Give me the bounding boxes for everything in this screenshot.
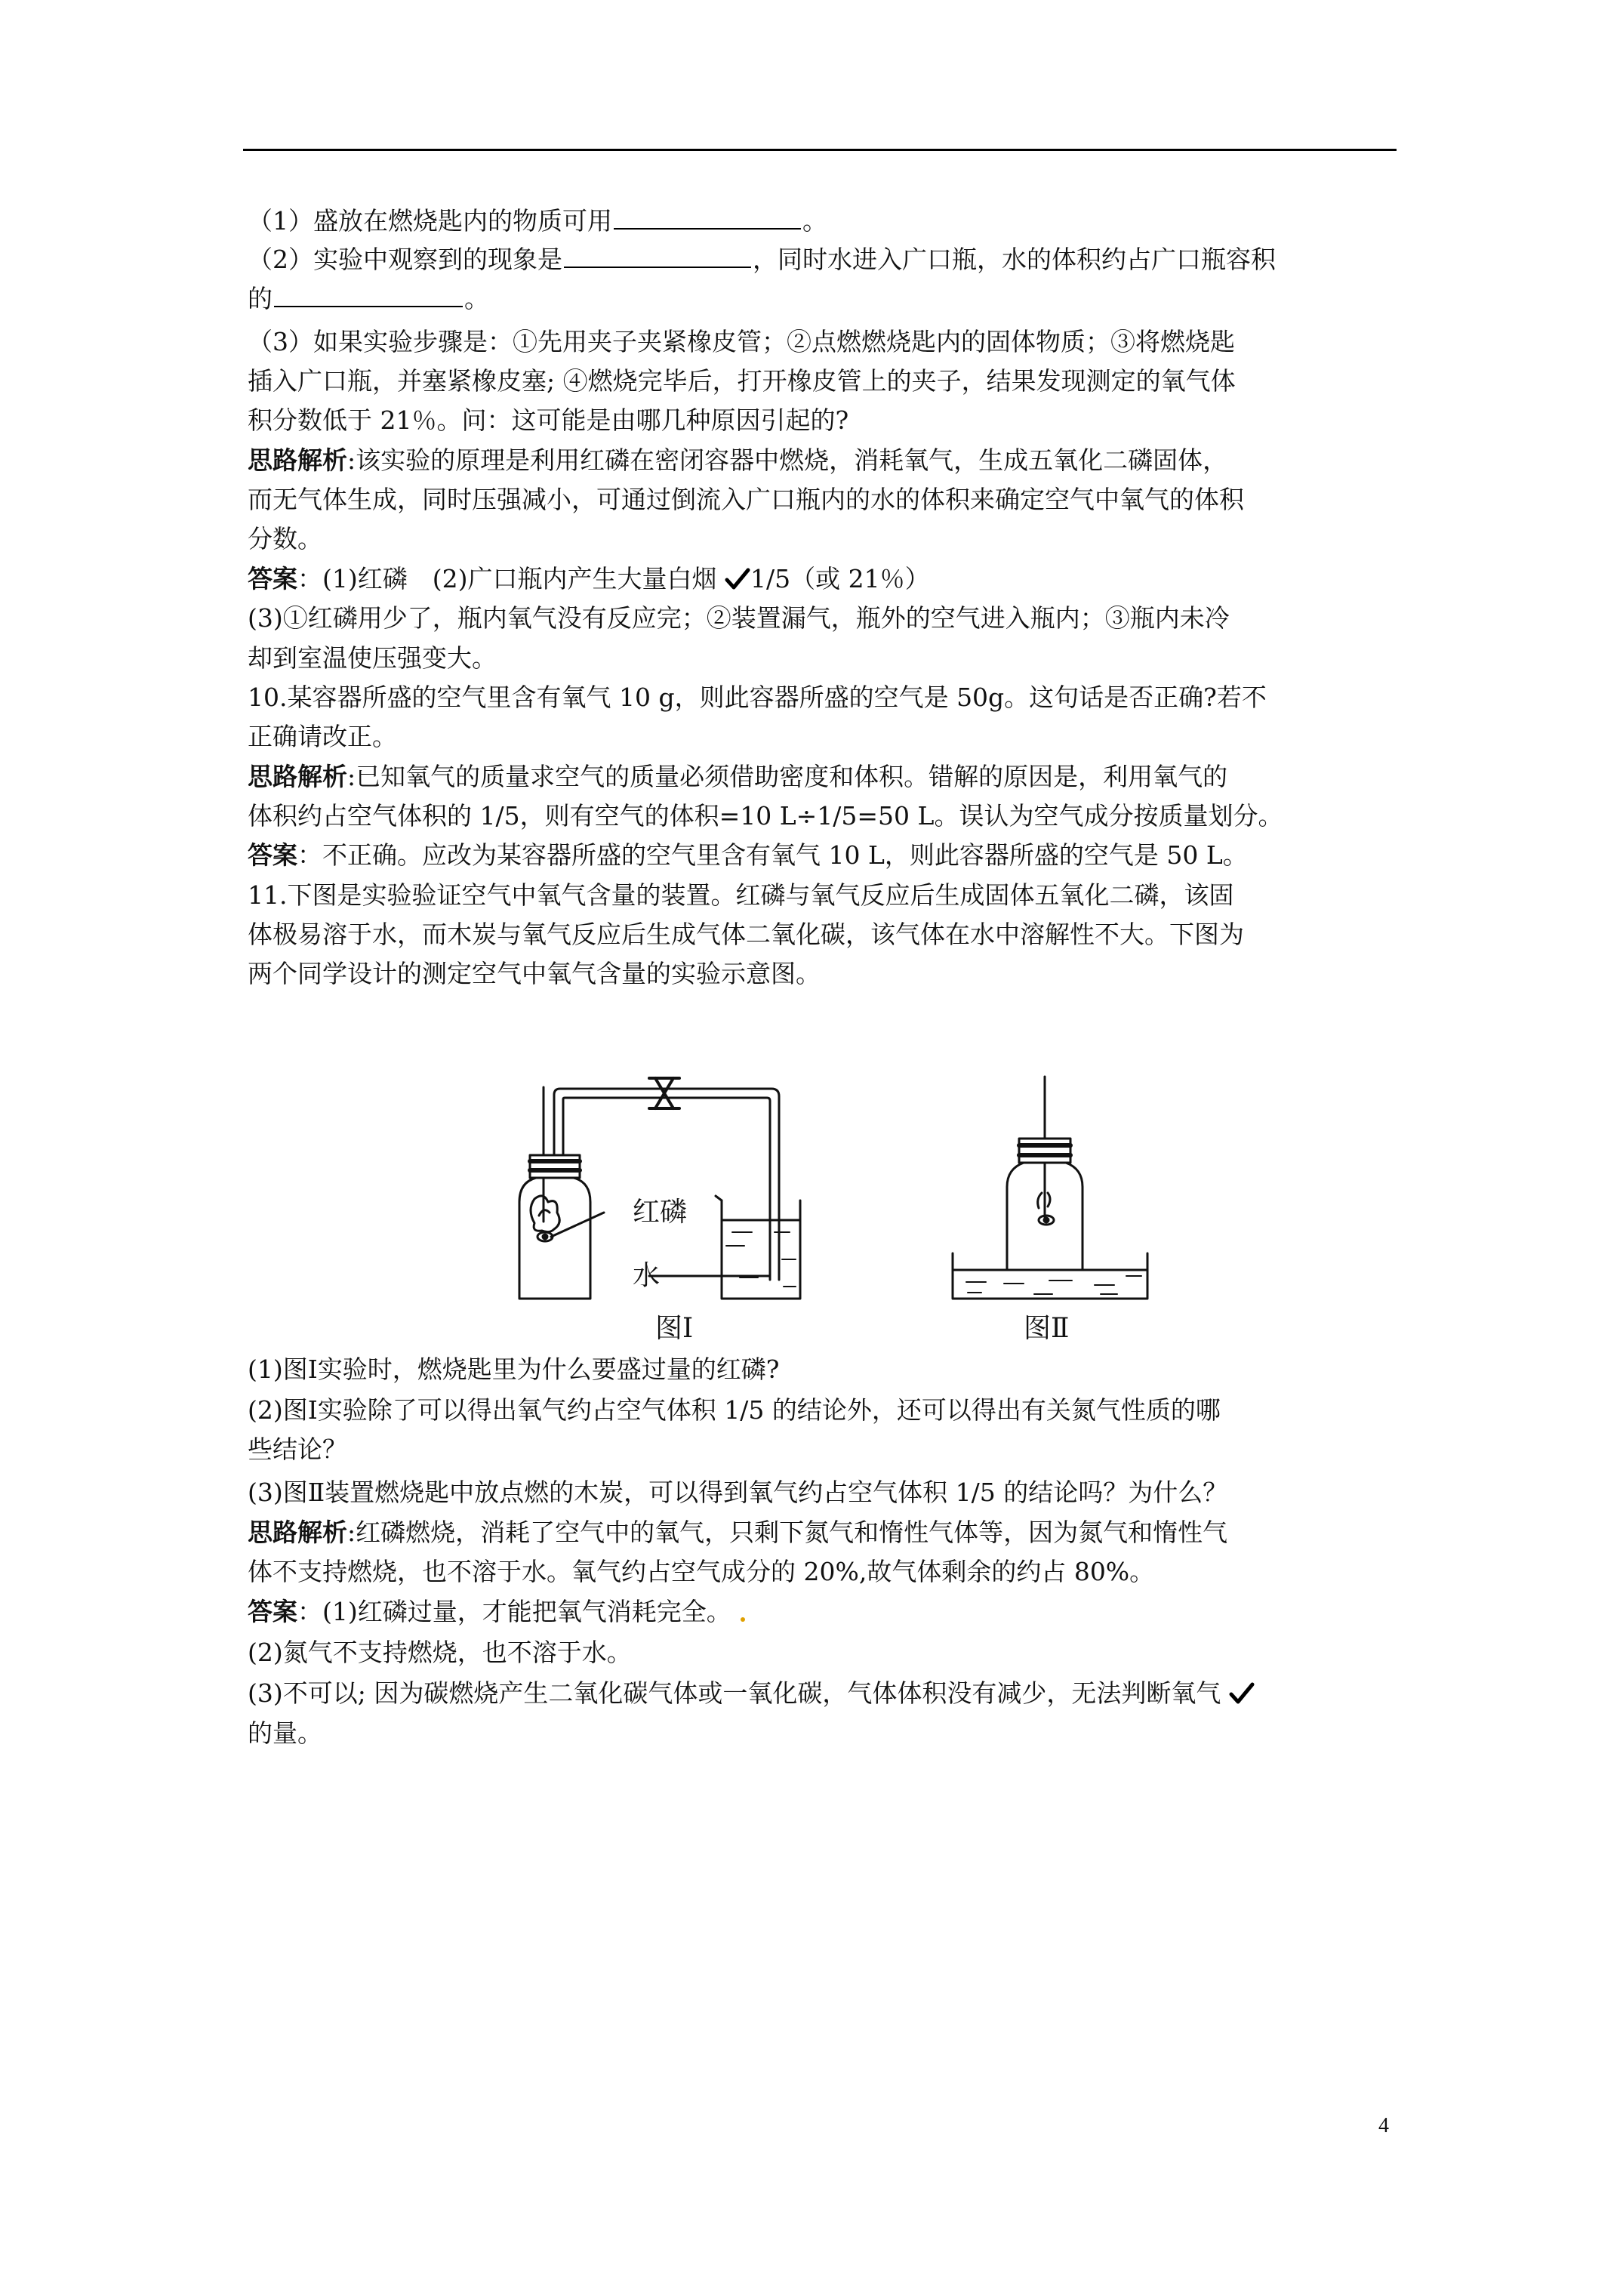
analysis-line: 思路解析:红磷燃烧，消耗了空气中的氧气，只剩下氮气和惰性气体等，因为氮气和惰性气	[248, 1518, 1228, 1547]
apparatus-diagram	[491, 1072, 1170, 1344]
text-line: (2)氮气不支持燃烧，也不溶于水。	[248, 1638, 632, 1667]
question-11-part-1: (1)图Ⅰ实验时，燃烧匙里为什么要盛过量的红磷?	[248, 1354, 780, 1384]
question-11-part-3: (3)图Ⅱ装置燃烧匙中放点燃的木炭，可以得到氧气约占空气体积 1/5 的结论吗？为什么？	[248, 1478, 1228, 1507]
text-line: (3)①红磷用少了，瓶内氧气没有反应完；②装置漏气，瓶外的空气进入瓶内；③瓶内未冷	[248, 603, 1230, 633]
answer-blank	[274, 283, 463, 307]
header-rule	[243, 149, 1397, 151]
text-line: 体极易溶于水，而木炭与氧气反应后生成气体二氧化碳，该气体在水中溶解性不大。下图为	[248, 920, 1244, 949]
figure-2-bottle	[1007, 1077, 1083, 1270]
question-part-3: （3）如果实验步骤是：①先用夹子夹紧橡皮管；②点燃燃烧匙内的固体物质；③将燃烧匙	[248, 327, 1235, 356]
figure-2-trough	[953, 1253, 1147, 1299]
red-phosphorus-label: 红磷	[633, 1197, 688, 1228]
analysis-line: 思路解析:该实验的原理是利用红磷在密闭容器中燃烧，消耗氧气，生成五氧化二磷固体，	[248, 445, 1228, 475]
answer-line: 答案：(1)红磷 (2)广口瓶内产生大量白烟 1/5（或 21％）	[248, 564, 930, 593]
text-line: 正确请改正。	[248, 722, 397, 751]
answer-line: 答案：不正确。应改为某容器所盛的空气里含有氧气 10 L，则此容器所盛的空气是 50 L。	[248, 840, 1248, 870]
text-line: 的量。	[248, 1718, 322, 1748]
text-line: 插入广口瓶，并塞紧橡皮塞; ④燃烧完毕后，打开橡皮管上的夹子，结果发现测定的氧气体	[248, 366, 1236, 396]
question-11: 11.下图是实验验证空气中氧气含量的装置。红磷与氧气反应后生成固体五氧化二磷，该固	[248, 880, 1234, 910]
text-line: 体不支持燃烧，也不溶于水。氧气约占空气成分的 20%,故气体剩余的约占 80%。	[248, 1557, 1155, 1586]
page-number: 4	[1378, 2114, 1389, 2137]
text-line: 而无气体生成，同时压强减小，可通过倒流入广口瓶内的水的体积来确定空气中氧气的体积	[248, 485, 1244, 514]
water-label: 水	[633, 1260, 661, 1291]
figure-1-tube	[554, 1078, 779, 1280]
figure-1-bottle	[519, 1087, 604, 1299]
answer-label: 答案	[248, 840, 297, 870]
text-line: 却到室温使压强变大。	[248, 643, 497, 673]
stray-dot	[741, 1617, 745, 1622]
experiment-figure	[491, 1072, 1170, 1374]
text-line: 体积约占空气体积的 1/5，则有空气的体积=10 L÷1/5=50 L。误认为空气成分按质量划分。	[248, 801, 1283, 831]
analysis-line: 思路解析:已知氧气的质量求空气的质量必须借助密度和体积。错解的原因是，利用氧气的	[248, 762, 1228, 791]
question-11-part-2: (2)图Ⅰ实验除了可以得出氧气约占空气体积 1/5 的结论外，还可以得出有关氮气性质的哪	[248, 1395, 1221, 1425]
figure-2-caption: 图Ⅱ	[1024, 1313, 1070, 1344]
check-mark-icon	[1229, 1682, 1255, 1705]
text-line: 的 。	[248, 284, 489, 313]
question-part-2: （2）实验中观察到的现象是 ，同时水进入广口瓶，水的体积约占广口瓶容积	[248, 245, 1276, 274]
answer-label: 答案	[248, 564, 297, 593]
answer-label: 答案	[248, 1597, 297, 1626]
text-line: 积分数低于 21％。问：这可能是由哪几种原因引起的?	[248, 405, 849, 435]
analysis-label: 思路解析	[248, 762, 347, 791]
text-line: 分数。	[248, 524, 322, 553]
text-line: 两个同学设计的测定空气中氧气含量的实验示意图。	[248, 959, 821, 988]
question-part-1: （1）盛放在燃烧匙内的物质可用 。	[248, 206, 827, 236]
text-line: 些结论？	[248, 1435, 347, 1464]
question-10: 10.某容器所盛的空气里含有氧气 10 g，则此容器所盛的空气是 50g。这句话是否正确?若不	[248, 683, 1267, 712]
answer-line: 答案：(1)红磷过量，才能把氧气消耗完全。	[248, 1597, 745, 1627]
check-mark-icon	[725, 568, 750, 590]
analysis-label: 思路解析	[248, 445, 347, 475]
answer-blank	[564, 244, 751, 268]
figure-1-caption: 图Ⅰ	[655, 1313, 694, 1344]
analysis-label: 思路解析	[248, 1518, 347, 1547]
text-line: (3)不可以; 因为碳燃烧产生二氧化碳气体或一氧化碳，气体体积没有减少，无法判断氧气	[248, 1678, 1255, 1709]
answer-blank	[614, 205, 801, 230]
